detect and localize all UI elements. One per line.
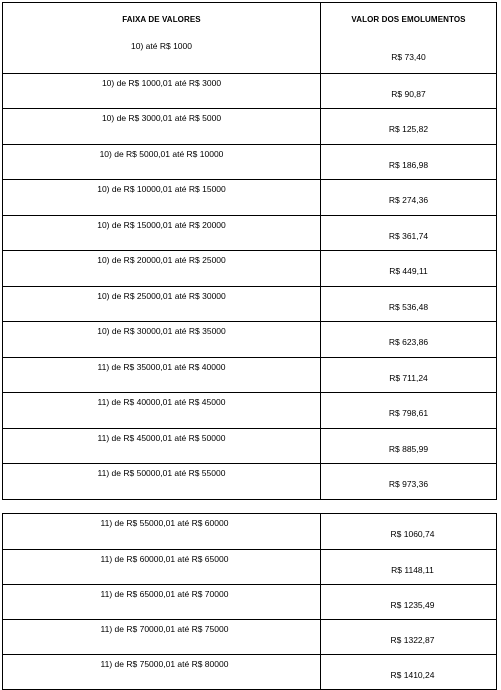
value-range-text: 11) de R$ 55000,01 até R$ 60000 [100,518,229,528]
fee-amount-text: R$ 73,40 [391,52,426,62]
value-range-text: 10) de R$ 30000,01 até R$ 35000 [97,326,226,336]
value-range-text: 10) de R$ 3000,01 até R$ 5000 [101,113,222,123]
value-range-text: 10) de R$ 25000,01 até R$ 30000 [97,290,226,301]
value-range-text: 11) de R$ 75000,01 até R$ 80000 [100,659,229,669]
fee-amount-cell [321,585,496,619]
fee-amount-cell [321,145,496,180]
fee-amount-text: R$ 885,99 [388,443,429,454]
table-row [3,286,496,322]
value-range-text: 10) de R$ 5000,01 até R$ 10000 [99,148,224,159]
value-range-text: 11) de R$ 40000,01 até R$ 45000 [97,397,226,407]
table-row [3,357,496,393]
value-range-cell [3,251,321,286]
value-range-cell [3,393,321,428]
fee-amount-text: R$ 973,36 [388,479,429,489]
fee-amount-text: R$ 125,82 [388,124,429,134]
value-range-cell [3,550,321,584]
value-range-cell [3,37,321,73]
fee-amount-cell [321,464,496,499]
table-row [3,514,496,549]
fee-amount-text: R$ 1060,74 [390,529,435,539]
fee-amount-cell [321,393,496,428]
value-range-cell [3,145,321,180]
value-range-text: 11) de R$ 65000,01 até R$ 70000 [100,589,229,599]
value-range-cell [3,429,321,464]
fee-amount-cell [321,216,496,251]
fee-amount-text: R$ 90,87 [391,88,426,99]
fee-amount-text: R$ 1410,24 [390,670,435,680]
table-row [3,250,496,286]
fee-amount-text: R$ 449,11 [389,266,428,276]
fee-amount-text: R$ 361,74 [388,230,429,241]
table-row [3,392,496,428]
table-row [3,321,496,357]
fee-amount-cell [321,287,496,322]
value-range-text: 10) até R$ 1000 [131,41,192,51]
fee-amount-cell [321,358,496,393]
fee-amount-text: R$ 186,98 [388,159,429,170]
header-cell-fee-amount [321,3,496,37]
fee-amount-cell [321,74,496,109]
fee-table-continued [2,513,497,690]
fee-amount-text: R$ 623,86 [388,337,429,347]
header-label-value-range: FAIXA DE VALORES [122,15,201,24]
fee-amount-cell [321,109,496,144]
value-range-cell [3,216,321,251]
fee-amount-cell [321,251,496,286]
value-range-text: 11) de R$ 60000,01 até R$ 65000 [100,554,229,564]
header-label-fee-amount: VALOR DOS EMOLUMENTOS [351,15,466,24]
value-range-cell [3,620,321,654]
table-row [3,108,496,144]
table-row [3,428,496,464]
value-range-cell [3,322,321,357]
fee-amount-text: R$ 798,61 [388,408,429,418]
value-range-text: 11) de R$ 45000,01 até R$ 50000 [97,432,226,443]
table-row [3,584,496,619]
fee-amount-cell [321,514,496,549]
table-row [3,144,496,180]
value-range-text: 10) de R$ 10000,01 até R$ 15000 [97,184,226,194]
fee-amount-text: R$ 711,24 [389,372,428,383]
table-row [3,619,496,654]
value-range-cell [3,287,321,322]
value-range-text: 10) de R$ 20000,01 até R$ 25000 [97,255,226,265]
table-row [3,654,496,689]
value-range-cell [3,358,321,393]
value-range-text: 11) de R$ 50000,01 até R$ 55000 [97,468,226,478]
table-row [3,215,496,251]
value-range-cell [3,464,321,499]
value-range-cell [3,180,321,215]
table-row [3,549,496,584]
value-range-text: 10) de R$ 1000,01 até R$ 3000 [101,77,222,88]
fee-table-main [2,2,497,500]
fee-amount-text: R$ 1322,87 [390,635,435,645]
fee-amount-text: R$ 1148,11 [391,565,434,575]
fee-amount-cell [321,655,496,689]
value-range-cell [3,655,321,689]
table-row [3,73,496,109]
fee-amount-cell [321,550,496,584]
fee-amount-cell [321,429,496,464]
fee-amount-cell [321,620,496,654]
table-row [3,463,496,499]
value-range-text: 11) de R$ 35000,01 até R$ 40000 [97,361,226,372]
fee-amount-text: R$ 536,48 [388,301,429,312]
fee-amount-cell [321,180,496,215]
table-row [3,179,496,215]
value-range-text: 11) de R$ 70000,01 até R$ 75000 [100,624,229,634]
fee-amount-text: R$ 1235,49 [390,600,435,610]
table-header-row [3,3,496,37]
value-range-cell [3,109,321,144]
fee-amount-cell [321,37,496,73]
header-cell-value-range [3,3,321,37]
fee-amount-text: R$ 274,36 [388,195,429,205]
value-range-cell [3,585,321,619]
fee-amount-cell [321,322,496,357]
table-row [3,37,496,73]
value-range-cell [3,514,321,549]
value-range-cell [3,74,321,109]
value-range-text: 10) de R$ 15000,01 até R$ 20000 [97,219,226,230]
